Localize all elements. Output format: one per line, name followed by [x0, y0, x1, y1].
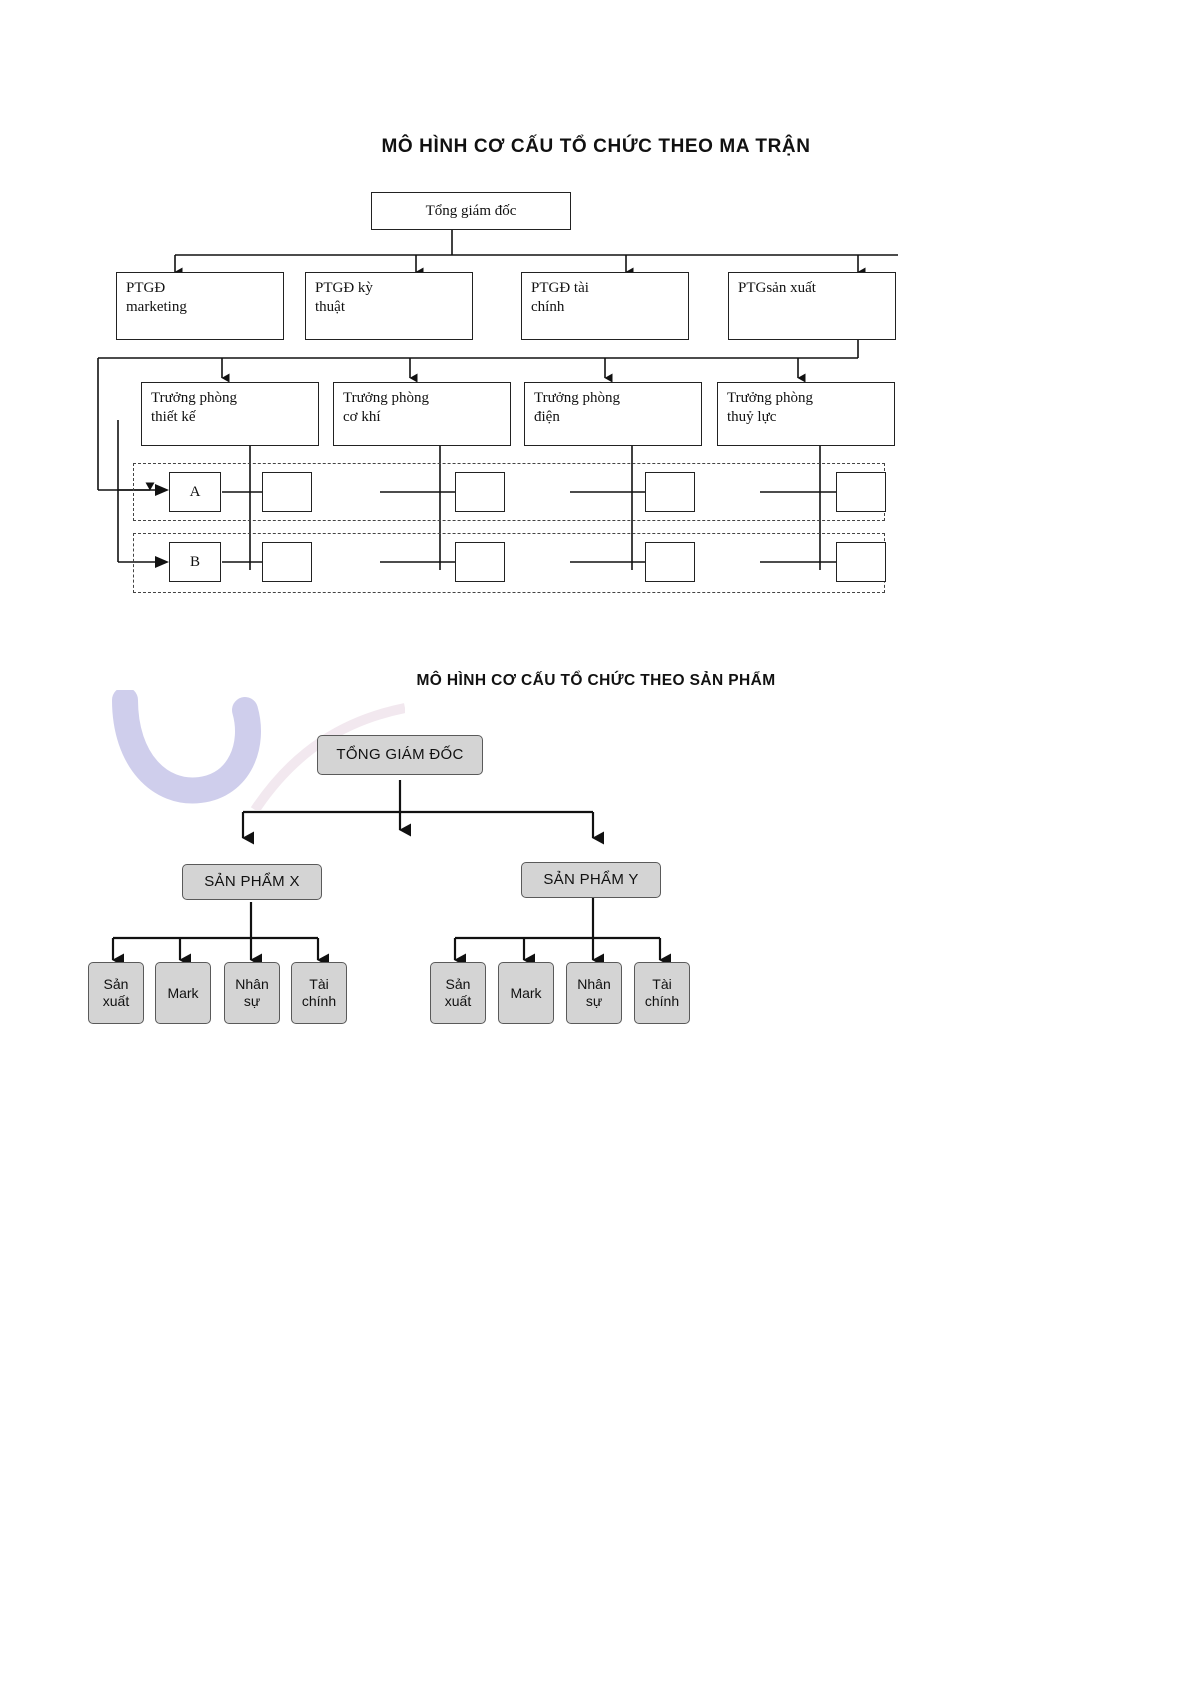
- matrix-level2-line2: thuật: [315, 298, 345, 315]
- matrix-level3-box-4: [717, 382, 895, 446]
- matrix-level2-line2: chính: [531, 298, 565, 315]
- product-root-label: TỔNG GIÁM ĐỐC: [336, 746, 464, 763]
- matrix-level2-line2: marketing: [126, 298, 187, 315]
- project-cell-a-4: [836, 472, 886, 512]
- matrix-level3-line1: Trưởng phòng: [534, 390, 620, 406]
- matrix-level3-line1: Trưởng phòng: [727, 390, 813, 406]
- function-box-y-3: [566, 962, 622, 1024]
- function-box-x-1: [88, 962, 144, 1024]
- matrix-level2-box-4: [728, 272, 896, 340]
- project-row-a-label-box: [169, 472, 221, 512]
- matrix-level2-box-3: [521, 272, 689, 340]
- project-row-frame-a: [133, 463, 885, 521]
- matrix-level3-line2: thuỷ lực: [727, 408, 777, 425]
- matrix-level3-line1: Trưởng phòng: [343, 390, 429, 406]
- product-root-box: [317, 735, 483, 775]
- function-box-x-3: [224, 962, 280, 1024]
- division-label-x: SẢN PHẨM X: [204, 873, 300, 890]
- function-box-y-1: [430, 962, 486, 1024]
- matrix-level3-box-1: [141, 382, 319, 446]
- division-label-y: SẢN PHẨM Y: [543, 871, 639, 888]
- function-label-x-3: Nhân sự: [235, 976, 269, 1009]
- project-row-a-label: A: [189, 483, 201, 500]
- matrix-root-label: Tổng giám đốc: [425, 202, 517, 219]
- matrix-level3-line2: điện: [534, 408, 560, 425]
- project-cell-a-3: [645, 472, 695, 512]
- function-box-x-4: [291, 962, 347, 1024]
- project-row-b-label: B: [189, 553, 200, 570]
- division-box-x: [182, 864, 322, 900]
- function-box-y-4: [634, 962, 690, 1024]
- matrix-level3-line1: Trưởng phòng: [151, 390, 237, 406]
- division-box-y: [521, 862, 661, 898]
- matrix-level3-line2: cơ khí: [343, 408, 381, 425]
- matrix-level2-line1: PTGsản xuất: [738, 280, 816, 296]
- matrix-chart-title: MÔ HÌNH CƠ CẤU TỔ CHỨC THEO MA TRẬN: [381, 136, 811, 157]
- project-cell-b-4: [836, 542, 886, 582]
- function-label-y-3: Nhân sự: [577, 976, 611, 1009]
- product-chart-title: MÔ HÌNH CƠ CẤU TỔ CHỨC THEO SẢN PHẨM: [416, 672, 776, 689]
- function-label-x-4: Tài chính: [301, 976, 337, 1009]
- matrix-level3-line2: thiết kế: [151, 408, 196, 425]
- project-row-b-label-box: [169, 542, 221, 582]
- matrix-level2-line1: PTGĐ kỳ: [315, 280, 373, 296]
- matrix-level2-box-1: [116, 272, 284, 340]
- function-label-y-4: Tài chính: [644, 976, 680, 1009]
- function-label-x-2: Mark: [167, 984, 199, 1001]
- project-cell-b-2: [455, 542, 505, 582]
- function-label-y-1: Sản xuất: [444, 976, 472, 1009]
- matrix-level2-line1: PTGĐ tài: [531, 280, 589, 296]
- matrix-root-box: [371, 192, 571, 230]
- matrix-level2-line1: PTGĐ: [126, 280, 166, 296]
- project-cell-a-2: [455, 472, 505, 512]
- matrix-level3-box-3: [524, 382, 702, 446]
- function-label-y-2: Mark: [510, 984, 542, 1001]
- function-box-x-2: [155, 962, 211, 1024]
- function-box-y-2: [498, 962, 554, 1024]
- project-cell-b-3: [645, 542, 695, 582]
- project-row-frame-b: [133, 533, 885, 593]
- project-cell-a-1: [262, 472, 312, 512]
- project-cell-b-1: [262, 542, 312, 582]
- matrix-level2-box-2: [305, 272, 473, 340]
- matrix-level3-box-2: [333, 382, 511, 446]
- function-label-x-1: Sản xuất: [102, 976, 130, 1009]
